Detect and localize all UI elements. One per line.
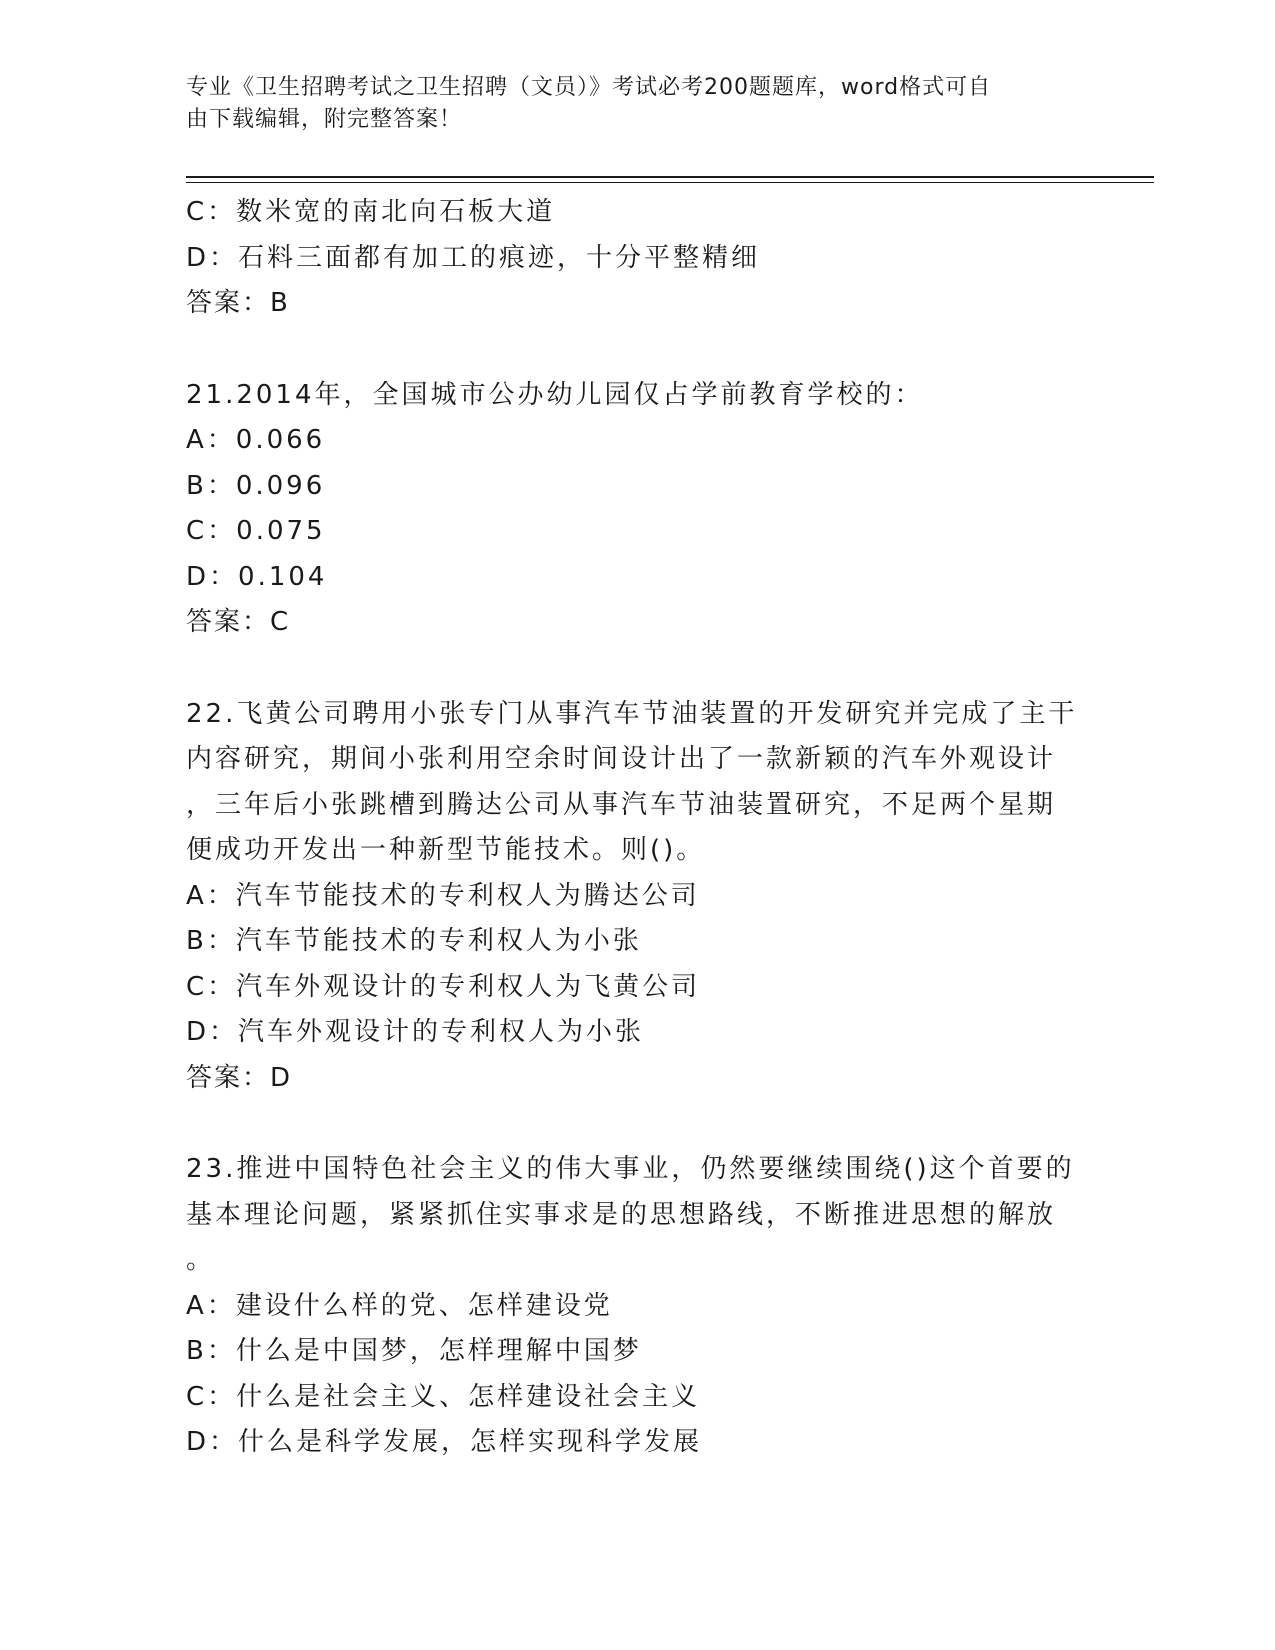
question-stem-line-4: 便成功开发出一种新型节能技术。则()。 [186,835,706,865]
question-23 [186,1147,1086,1466]
question-stem: 21.2014年，全国城市公办幼儿园仅占学前教育学校的： [186,379,924,410]
option-d: D：什么是科学发展，怎样实现科学发展 [186,1427,703,1457]
document-body [186,190,1086,1466]
option-b: B：汽车节能技术的专利权人为小张 [186,926,642,956]
header-line-1: 专业《卫生招聘考试之卫生招聘（文员）》考试必考200题题库，word格式可自 [186,75,992,100]
option-c: C：数米宽的南北向石板大道 [186,197,556,227]
option-a: A：汽车节能技术的专利权人为腾达公司 [186,880,700,911]
header-divider-thick [186,176,1154,178]
spacer [186,646,1086,692]
option-d: D：石料三面都有加工的痕迹，十分平整精细 [186,242,761,273]
answer: 答案：B [186,288,290,318]
spacer [186,1101,1086,1147]
option-a: A：建设什么样的党、怎样建设党 [186,1290,613,1321]
header-line-2: 由下载编辑，附完整答案！ [186,107,463,132]
option-b: B：什么是中国梦，怎样理解中国梦 [186,1336,642,1366]
question-stem-line-3: ，三年后小张跳槽到腾达公司从事汽车节油装置研究，不足两个星期 [186,789,1057,820]
option-b: B：0.096 [186,470,326,501]
question-22 [186,692,1086,1102]
question-stem-line-1: 22.飞黄公司聘用小张专门从事汽车节油装置的开发研究并完成了主干 [186,698,1078,729]
question-stem-line-2: 内容研究，期间小张利用空余时间设计出了一款新颖的汽车外观设计 [186,744,1057,774]
answer: 答案：D [186,1062,293,1093]
option-d: D：汽车外观设计的专利权人为小张 [186,1017,645,1047]
question-stem-line-3: 。 [186,1245,216,1275]
answer: 答案：C [186,607,291,637]
option-c: C：什么是社会主义、怎样建设社会主义 [186,1381,701,1412]
previous-question-tail [186,190,1086,327]
spacer [186,327,1086,373]
option-c: C：0.075 [186,516,326,546]
document-header [186,72,1066,136]
question-21 [186,373,1086,646]
question-stem-line-2: 基本理论问题，紧紧抓住实事求是的思想路线，不断推进思想的解放 [186,1199,1057,1230]
option-a: A：0.066 [186,425,326,455]
option-d: D：0.104 [186,561,328,592]
header-divider-thin [186,182,1154,183]
option-c: C：汽车外观设计的专利权人为飞黄公司 [186,971,701,1002]
question-stem-line-1: 23.推进中国特色社会主义的伟大事业，仍然要继续围绕()这个首要的 [186,1154,1075,1184]
